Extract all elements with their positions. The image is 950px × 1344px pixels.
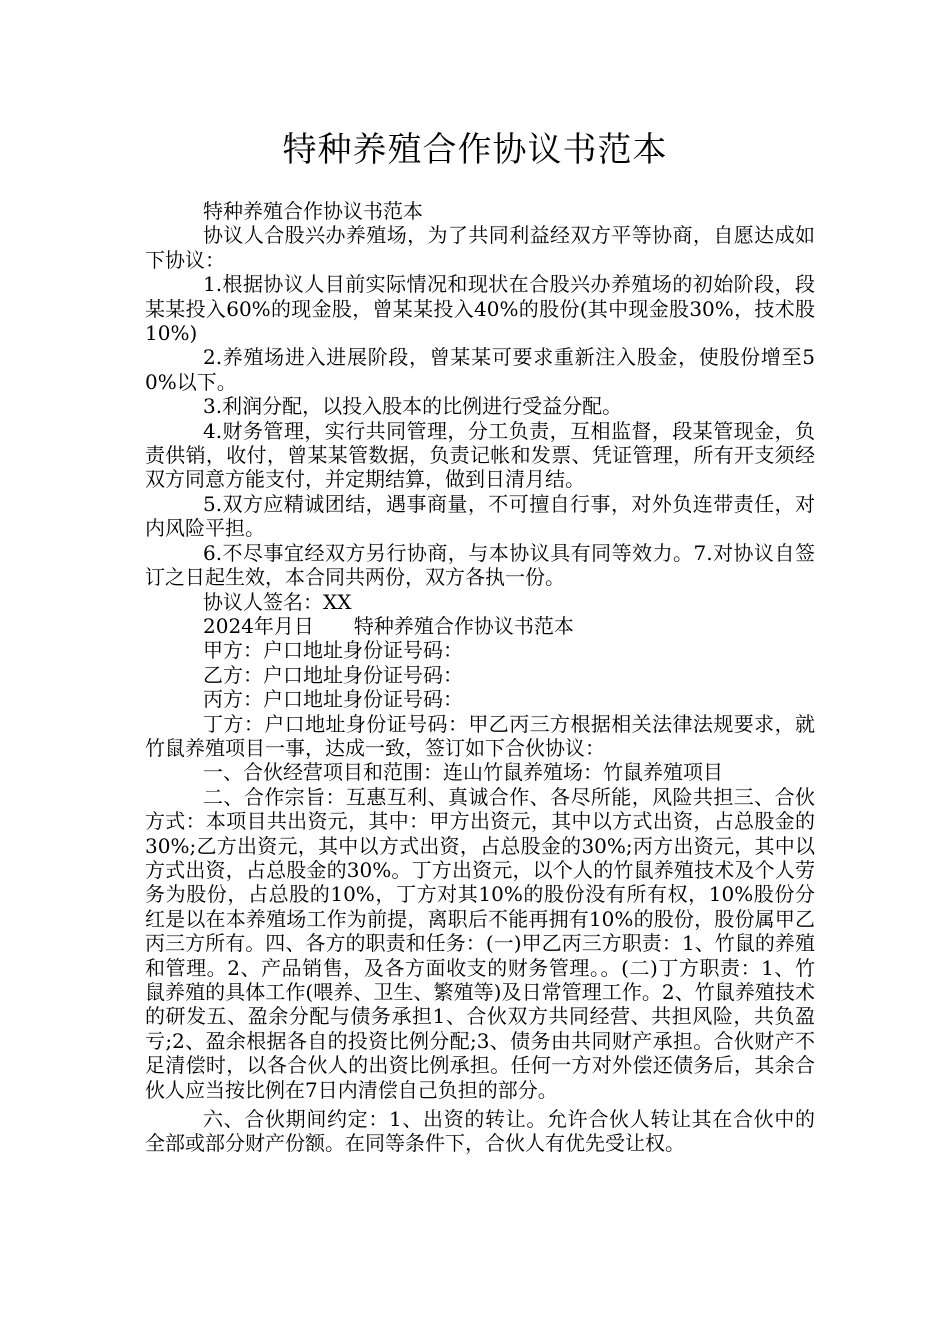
paragraph-clause-5: 5.双方应精诚团结，遇事商量，不可擅自行事，对外负连带责任，对内风险平担。: [145, 491, 815, 541]
paragraph-clause-3: 3.利润分配，以投入股本的比例进行受益分配。: [203, 394, 623, 419]
document-title: 特种养殖合作协议书范本: [282, 130, 668, 170]
paragraph-clause-1: 1.根据协议人目前实际情况和现状在合股兴办养殖场的初始阶段，段某某投入60%的现金股，曾某某投入40%的股份(其中现金股30%，技术股10%): [145, 272, 815, 346]
paragraph-section-1: 一、合伙经营项目和范围：连山竹鼠养殖场：竹鼠养殖项目: [203, 760, 723, 785]
paragraph-party-d: 丁方：户口地址身份证号码：甲乙丙三方根据相关法律法规要求，就竹鼠养殖项目一事，达成一致，签订如下合伙协议：: [145, 711, 815, 760]
paragraph-signature: 协议人签名：XX: [203, 589, 352, 614]
paragraph-subtitle: 特种养殖合作协议书范本: [203, 199, 423, 223]
paragraph-party-b: 乙方：户口地址身份证号码：: [203, 662, 463, 687]
paragraph-section-2-5: 二、合作宗旨：互惠互利、真诚合作、各尽所能，风险共担三、合伙方式：本项目共出资元，其中：甲方出资元，其中以方式出资，占总股金的30%;乙方出资元，其中以方式出资，占总股金的30%;丙方出资元，其中以方式出资，占总股金的30%。丁方出资元，以个人的竹鼠养殖技术及个人劳务为股份，占总股的10%，丁方对其10%的股份没有所有权，10%股份分红是以在本养殖场工作为前提，离职后不能再拥有10%的股份，股份属甲乙丙三方所有。四、各方的职责和任务：(一)甲乙丙三方职责：1、竹鼠的养殖和管理。2、产品销售，及各方面收支的财务管理。。(二)丁方职责：1、竹鼠养殖的具体工作(喂养、卫生、繁殖等)及日常管理工作。2、竹鼠养殖技术的研发五、盈余分配与债务承担1、合伙双方共同经营、共担风险，共负盈亏;2、盈余根据各自的投资比例分配;3、债务由共同财产承担。合伙财产不足清偿时，以各合伙人的出资比例承担。任何一方对外偿还债务后，其余合伙人应当按比例在7日内清偿自己负担的部分。: [145, 784, 815, 1102]
paragraph-party-c: 丙方：户口地址身份证号码：: [203, 687, 463, 712]
paragraph-section-6: 六、合伙期间约定：1、出资的转让。允许合伙人转让其在合伙中的全部或部分财产份额。在同等条件下，合伙人有优先受让权。: [145, 1107, 815, 1156]
paragraph-clause-2: 2.养殖场进入进展阶段，曾某某可要求重新注入股金，使股份增至50%以下。: [145, 345, 815, 394]
paragraph-clause-4: 4.财务管理，实行共同管理，分工负责，互相监督，段某管现金，负责供销，收付，曾某某管数据，负责记帐和发票、凭证管理，所有开支须经双方同意方能支付，并定期结算，做到日清月结。: [145, 418, 815, 492]
paragraph-party-a: 甲方：户口地址身份证号码：: [203, 638, 463, 663]
paragraph-intro: 协议人合股兴办养殖场，为了共同利益经双方平等协商，自愿达成如下协议：: [145, 223, 815, 272]
paragraph-date-heading: 2024年月日 特种养殖合作协议书范本: [203, 613, 574, 638]
document-body: [145, 199, 815, 1156]
paragraph-clause-6-7: 6.不尽事宜经双方另行协商，与本协议具有同等效力。7.对协议自签订之日起生效，本合同共两份，双方各执一份。: [145, 540, 815, 590]
